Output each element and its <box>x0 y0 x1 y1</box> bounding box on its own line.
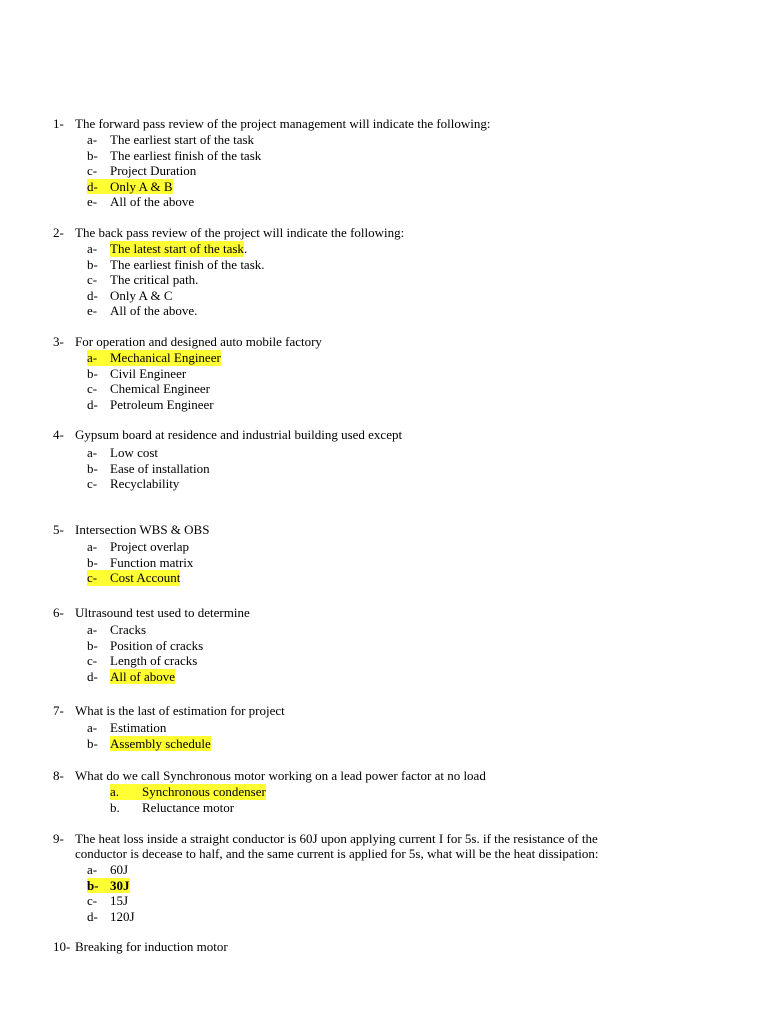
option-letter: c- <box>87 893 98 908</box>
option-letter: b- <box>87 365 98 381</box>
option-letter: a- <box>87 539 98 554</box>
option-a <box>87 350 322 366</box>
option-d <box>87 397 322 413</box>
option-text: 15J <box>110 893 129 908</box>
option-letter: b- <box>87 554 98 570</box>
question-text-line-2: conductor is decease to half, and the same current is applied for 5s, what will be the heat dissipation: <box>75 846 599 861</box>
option-text: Recyclability <box>110 476 180 491</box>
option-text: Civil Engineer <box>110 365 187 381</box>
option-c <box>87 653 250 669</box>
option-text: Cost Account <box>110 570 181 585</box>
option-a <box>87 241 404 257</box>
option-b <box>87 461 402 477</box>
question-number: 10- <box>53 939 71 954</box>
question-1 <box>53 116 491 210</box>
option-text: Ease of installation <box>110 460 210 476</box>
option-letter: b- <box>87 637 98 653</box>
option-c <box>87 570 209 586</box>
option-text: The critical path. <box>110 272 199 287</box>
option-suffix: . <box>243 241 248 256</box>
question-5 <box>53 522 209 586</box>
option-c <box>87 163 491 179</box>
question-text: Gypsum board at residence and industrial building used except <box>75 427 403 442</box>
question-text-line-1: The heat loss inside a straight conductor is 60J upon applying current I for 5s. if the resistance of the <box>75 831 598 846</box>
question-text: What do we call Synchronous motor working on a lead power factor at no load <box>75 768 486 783</box>
option-a <box>87 445 402 461</box>
option-letter: c- <box>87 381 98 396</box>
option-d <box>87 909 598 925</box>
option-text: 120J <box>110 908 135 924</box>
option-letter: c- <box>87 476 98 491</box>
question-number: 4- <box>53 427 64 442</box>
option-text: The earliest finish of the task <box>110 147 262 163</box>
option-letter: d- <box>87 287 98 303</box>
option-text: All of the above. <box>110 303 198 318</box>
option-e <box>87 194 491 210</box>
question-number: 7- <box>53 703 64 718</box>
option-letter: a- <box>87 720 98 735</box>
option-c <box>87 381 322 397</box>
option-letter: c- <box>87 570 110 586</box>
option-a <box>87 132 491 148</box>
option-text: Synchronous condenser <box>142 784 266 799</box>
option-text: Mechanical Engineer <box>110 350 221 365</box>
option-list <box>87 720 285 751</box>
option-letter: b. <box>110 799 120 815</box>
option-a <box>87 720 285 736</box>
option-text: Project overlap <box>110 539 190 554</box>
option-letter: b- <box>87 878 110 894</box>
option-a <box>87 539 209 555</box>
question-text: The back pass review of the project will indicate the following: <box>75 225 405 240</box>
question-number: 8- <box>53 768 64 783</box>
option-list <box>110 784 486 815</box>
option-list <box>87 445 402 492</box>
option-text: Project Duration <box>110 163 197 178</box>
question-3 <box>53 334 322 412</box>
option-text: The earliest start of the task <box>110 132 255 147</box>
option-text: Reluctance motor <box>142 799 235 815</box>
option-letter: d- <box>87 908 98 924</box>
option-text: Chemical Engineer <box>110 381 210 396</box>
option-b <box>87 257 404 273</box>
option-text: 60J <box>110 862 129 877</box>
option-letter: b- <box>87 735 98 751</box>
question-number: 9- <box>53 831 64 846</box>
option-letter: c- <box>87 653 98 668</box>
option-letter: d- <box>87 179 110 195</box>
question-text: Breaking for induction motor <box>75 939 228 954</box>
option-b <box>87 878 598 894</box>
option-letter: a- <box>87 241 98 256</box>
option-text: Function matrix <box>110 554 194 570</box>
option-d <box>87 669 250 685</box>
option-letter: c- <box>87 272 98 287</box>
option-text: Low cost <box>110 445 159 460</box>
question-9 <box>53 831 598 924</box>
option-letter: d- <box>87 668 98 684</box>
option-list <box>87 132 491 210</box>
option-letter: a- <box>87 862 98 877</box>
question-number: 2- <box>53 225 64 240</box>
option-a <box>110 784 486 800</box>
option-c <box>87 476 402 492</box>
option-list <box>87 241 404 319</box>
question-4 <box>53 427 402 492</box>
option-letter: b- <box>87 460 98 476</box>
option-text: All of above <box>110 668 175 684</box>
option-text: Cracks <box>110 622 147 637</box>
option-letter: a. <box>110 784 142 800</box>
option-text: The latest start of the task <box>110 241 244 256</box>
question-6 <box>53 605 250 684</box>
option-text: Position of cracks <box>110 637 204 653</box>
option-letter: b- <box>87 256 98 272</box>
question-text: Ultrasound test used to determine <box>75 605 250 620</box>
option-list <box>87 539 209 586</box>
option-b <box>87 736 285 752</box>
option-text: Only A & B <box>110 178 173 194</box>
question-10 <box>53 939 228 954</box>
option-list <box>87 862 598 924</box>
option-text: 30J <box>110 877 130 893</box>
question-2 <box>53 225 404 319</box>
option-letter: a- <box>87 622 98 637</box>
option-e <box>87 303 404 319</box>
option-letter: a- <box>87 132 98 147</box>
option-text: Assembly schedule <box>110 735 211 751</box>
option-letter: e- <box>87 194 98 209</box>
option-letter: c- <box>87 163 98 178</box>
question-text: Intersection WBS & OBS <box>75 522 210 537</box>
option-letter: b- <box>87 147 98 163</box>
question-number: 6- <box>53 605 64 620</box>
question-text: What is the last of estimation for project <box>75 703 285 718</box>
option-b <box>110 800 486 816</box>
question-text: The forward pass review of the project management will indicate the following: <box>75 116 491 131</box>
question-7 <box>53 703 285 751</box>
option-b <box>87 555 209 571</box>
option-text: Petroleum Engineer <box>110 396 214 412</box>
option-text: All of the above <box>110 194 195 209</box>
option-text: Length of cracks <box>110 653 198 668</box>
option-letter: e- <box>87 303 98 318</box>
option-letter: a- <box>87 445 98 460</box>
question-number: 1- <box>53 116 64 131</box>
option-b <box>87 148 491 164</box>
option-text: Estimation <box>110 720 167 735</box>
option-d <box>87 288 404 304</box>
option-a <box>87 862 598 878</box>
question-8 <box>53 768 486 815</box>
option-list <box>87 622 250 684</box>
option-list <box>87 350 322 412</box>
option-c <box>87 893 598 909</box>
option-b <box>87 638 250 654</box>
option-a <box>87 622 250 638</box>
option-letter: a- <box>87 350 110 366</box>
option-text: Only A & C <box>110 287 173 303</box>
question-number: 3- <box>53 334 64 349</box>
option-c <box>87 272 404 288</box>
option-letter: d- <box>87 396 98 412</box>
question-text: For operation and designed auto mobile factory <box>75 334 322 349</box>
question-number: 5- <box>53 522 64 537</box>
option-text: The earliest finish of the task. <box>110 256 265 272</box>
option-b <box>87 366 322 382</box>
option-d <box>87 179 491 195</box>
